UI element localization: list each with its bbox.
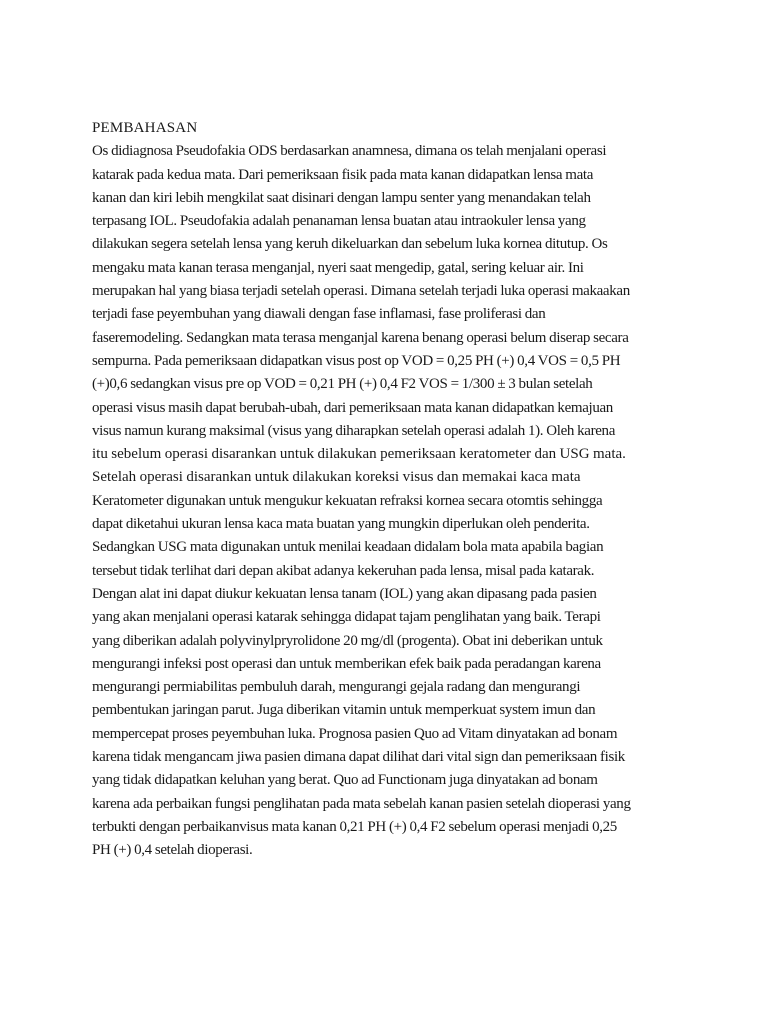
body-line: PH (+) 0,4 setelah dioperasi. [92, 842, 253, 859]
body-line: dapat diketahui ukuran lensa kaca mata buatan yang mungkin diperlukan oleh penderita. [92, 516, 590, 533]
body-line: terjadi fase peyembuhan yang diawali dengan fase inflamasi, fase proliferasi dan [92, 306, 546, 323]
body-line: Keratometer digunakan untuk mengukur kekuatan refraksi kornea secara otomtis sehingga [92, 492, 603, 509]
body-line: operasi visus masih dapat berubah-ubah, dari pemeriksaan mata kanan didapatkan kemajuan [92, 399, 613, 416]
body-line: yang akan menjalani operasi katarak sehingga didapat tajam penglihatan yang baik. Terapi [92, 609, 601, 626]
body-line: karena ada perbaikan fungsi penglihatan pada mata sebelah kanan pasien setelah dioperasi yang [92, 795, 631, 812]
body-line: pembentukan jaringan parut. Juga diberikan vitamin untuk memperkuat system imun dan [92, 702, 596, 719]
body-line: kanan dan kiri lebih mengkilat saat disinari dengan lampu senter yang menandakan telah [92, 189, 591, 206]
body-line: visus namun kurang maksimal (visus yang diharapkan setelah operasi adalah 1). Oleh karena [92, 422, 615, 439]
body-line: yang tidak didapatkan keluhan yang berat. Quo ad Functionam juga dinyatakan ad bonam [92, 772, 598, 789]
body-line: merupakan hal yang biasa terjadi setelah operasi. Dimana setelah terjadi luka operasi makaakan [92, 283, 630, 300]
body-line: Dengan alat ini dapat diukur kekuatan lensa tanam (IOL) yang akan dipasang pada pasien [92, 585, 597, 602]
body-line: Os didiagnosa Pseudofakia ODS berdasarkan anamnesa, dimana os telah menjalani operasi [92, 143, 607, 160]
body-line: tersebut tidak terlihat dari depan akibat adanya kekeruhan pada lensa, misal pada katarak. [92, 562, 595, 579]
body-line: sempurna. Pada pemeriksaan didapatkan visus post op VOD = 0,25 PH (+) 0,4 VOS = 0,5 PH [92, 352, 621, 369]
document-page [92, 117, 682, 863]
body-line: katarak pada kedua mata. Dari pemeriksaan fisik pada mata kanan didapatkan lensa mata [92, 166, 593, 183]
body-line: mengaku mata kanan terasa menganjal, nyeri saat mengedip, gatal, sering keluar air. Ini [92, 259, 584, 276]
section-heading: PEMBAHASAN [92, 120, 198, 136]
body-line: karena tidak mengancam jiwa pasien dimana dapat dilihat dari vital sign dan pemeriksaan fisik [92, 749, 625, 766]
body-line: terbukti dengan perbaikanvisus mata kanan 0,21 PH (+) 0,4 F2 sebelum operasi menjadi 0,25 [92, 818, 617, 835]
body-line: mengurangi permiabilitas pembuluh darah, mengurangi gejala radang dan mengurangi [92, 679, 581, 696]
body-line: mengurangi infeksi post operasi dan untuk memberikan efek baik pada peradangan karena [92, 655, 601, 672]
body-line: faseremodeling. Sedangkan mata terasa menganjal karena benang operasi belum diserap secara [92, 329, 629, 346]
body-line: dilakukan segera setelah lensa yang keruh dikeluarkan dan sebelum luka kornea ditutup. Os [92, 236, 608, 253]
body-line: (+)0,6 sedangkan visus pre op VOD = 0,21 PH (+) 0,4 F2 VOS = 1/300 ± 3 bulan setelah [92, 376, 593, 393]
body-line: yang diberikan adalah polyvinylpryrolidone 20 mg/dl (progenta). Obat ini deberikan untuk [92, 632, 603, 649]
body-line: itu sebelum operasi disarankan untuk dilakukan pemeriksaan keratometer dan USG mata. [92, 446, 626, 463]
body-line: terpasang IOL. Pseudofakia adalah penanaman lensa buatan atau intraokuler lensa yang [92, 213, 586, 230]
document-body [92, 140, 682, 862]
body-line: mempercepat proses peyembuhan luka. Prognosa pasien Quo ad Vitam dinyatakan ad bonam [92, 725, 618, 742]
body-line: Setelah operasi disarankan untuk dilakukan koreksi visus dan memakai kaca mata [92, 469, 581, 486]
body-line: Sedangkan USG mata digunakan untuk menilai keadaan didalam bola mata apabila bagian [92, 539, 604, 556]
